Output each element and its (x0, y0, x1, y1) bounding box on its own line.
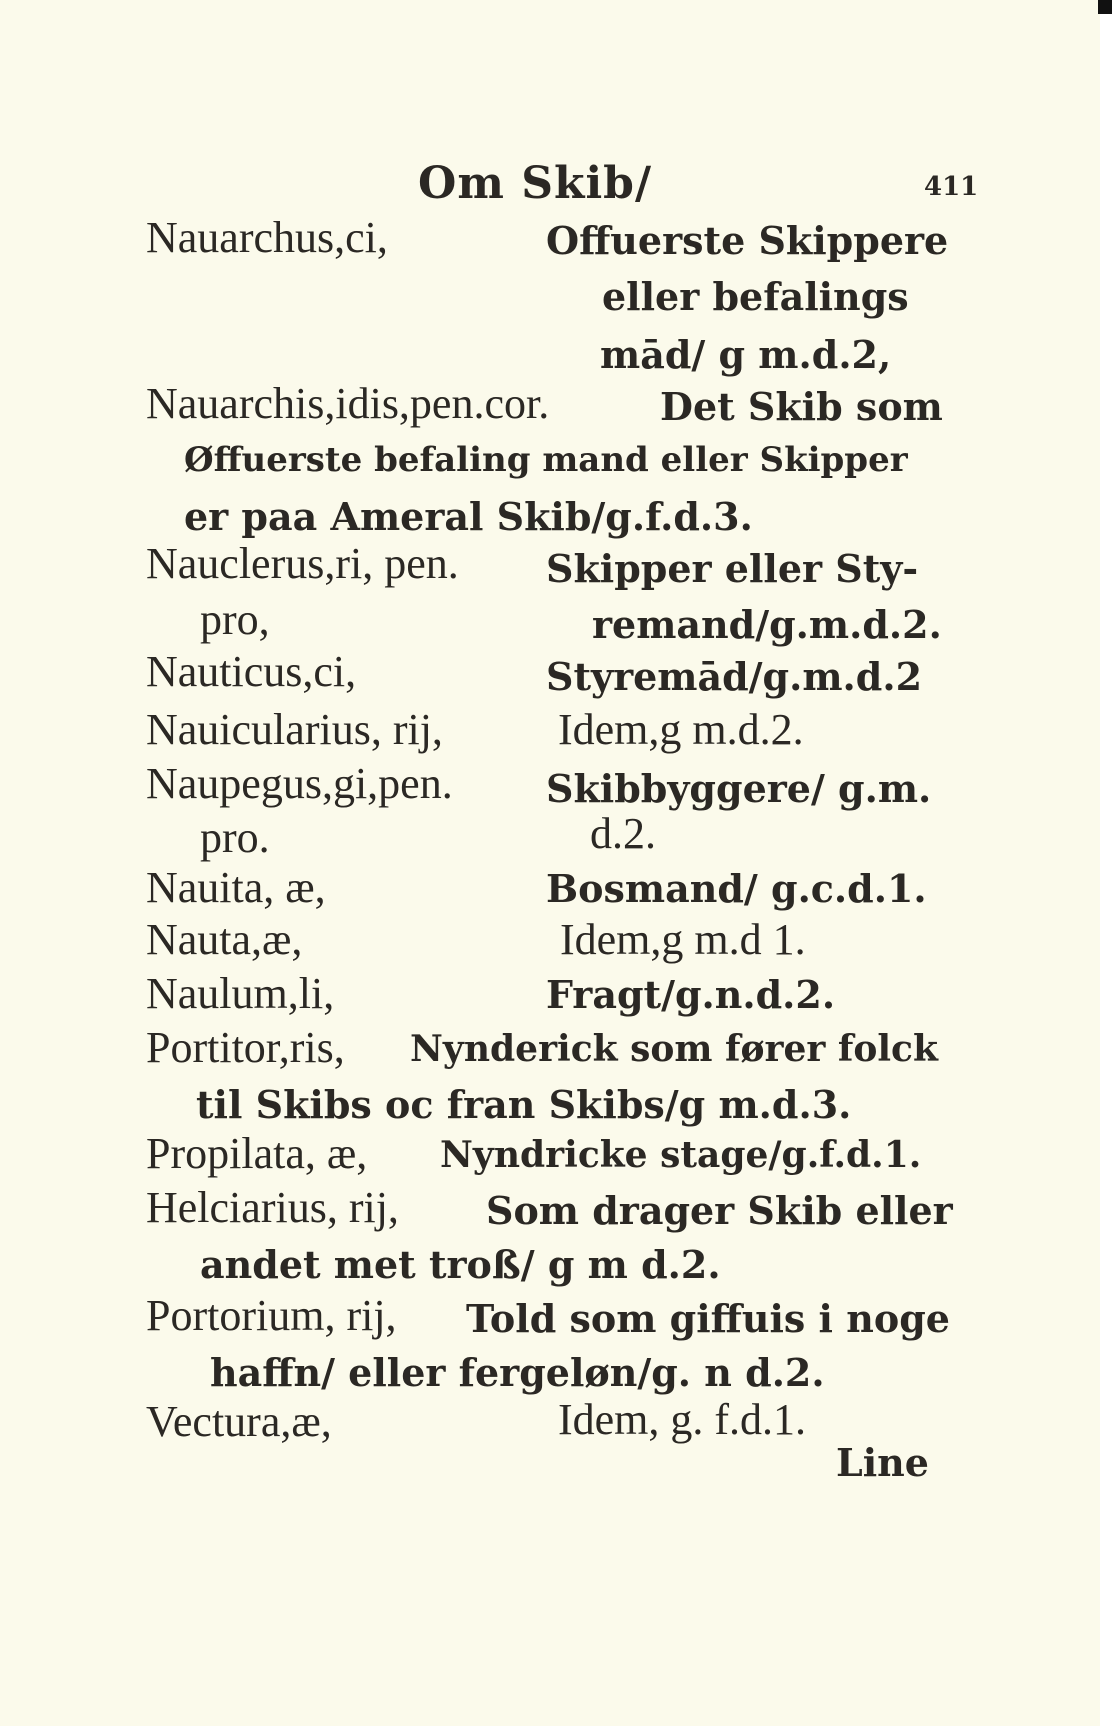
entry-danish: Skipper eller Sty- (546, 546, 919, 591)
entry-danish: Told som giffuis i noge (466, 1296, 950, 1341)
entry-danish: Skibbyggere/ g.m. (546, 766, 932, 811)
page-number: 411 (924, 172, 979, 202)
entry-danish: Det Skib som (660, 384, 943, 429)
entry-danish: Som drager Skib eller (486, 1188, 953, 1233)
entry-latin: Naupegus,gi,pen. (146, 759, 453, 808)
entry-danish: Idem, g. f.d.1. (558, 1395, 807, 1444)
entry-latin: pro. (200, 813, 270, 862)
entry-latin: Nauarchis,idis,pen.cor. (146, 379, 550, 428)
entry-latin: Naulum,li, (146, 969, 335, 1018)
entry-latin: Nauarchus,ci, (146, 213, 388, 262)
entry-latin: Nauicularius, rij, (146, 705, 443, 754)
entry-danish: remand/g.m.d.2. (592, 602, 942, 647)
scan-corner-mark (1098, 0, 1112, 14)
catchword: Line (836, 1440, 929, 1485)
scan-margin (1100, 0, 1112, 1726)
entry-latin: Portitor,ris, (146, 1023, 345, 1072)
entry-danish: Bosmand/ g.c.d.1. (546, 866, 927, 911)
entry-latin: Nauita, æ, (146, 863, 326, 912)
entry-latin: Nauclerus,ri, pen. (146, 539, 459, 588)
entry-danish: Øffuerste befaling mand eller Skipper (184, 440, 908, 480)
entry-latin: pro, (200, 595, 270, 644)
entry-danish: mād/ g m.d.2, (600, 332, 892, 377)
entry-danish: Nynderick som fører folck (410, 1028, 938, 1070)
entry-latin: Portorium, rij, (146, 1291, 397, 1340)
entry-danish: eller befalings (602, 274, 909, 319)
entry-danish: Fragt/g.n.d.2. (546, 972, 836, 1017)
entry-latin: Propilata, æ, (146, 1129, 368, 1178)
entry-latin: Nauta,æ, (146, 915, 303, 964)
entry-danish: Idem,g m.d.2. (558, 705, 804, 754)
entry-danish: haffn/ eller fergeløn/g. n d.2. (210, 1350, 825, 1395)
entry-latin: Vectura,æ, (146, 1397, 332, 1446)
running-head: Om Skib/ (418, 158, 653, 209)
entry-danish: Offuerste Skippere (546, 218, 949, 263)
entry-danish: andet met troß/ g m d.2. (200, 1242, 721, 1287)
entry-danish: til Skibs oc fran Skibs/g m.d.3. (196, 1082, 852, 1127)
entry-latin: Nauticus,ci, (146, 647, 357, 696)
entry-danish: Styremād/g.m.d.2 (546, 654, 923, 699)
entry-latin: Helciarius, rij, (146, 1183, 399, 1232)
entry-danish: d.2. (590, 809, 656, 858)
entry-danish: er paa Ameral Skib/g.f.d.3. (184, 494, 753, 539)
entry-danish: Idem,g m.d 1. (560, 915, 806, 964)
entry-danish: Nyndricke stage/g.f.d.1. (440, 1134, 922, 1176)
